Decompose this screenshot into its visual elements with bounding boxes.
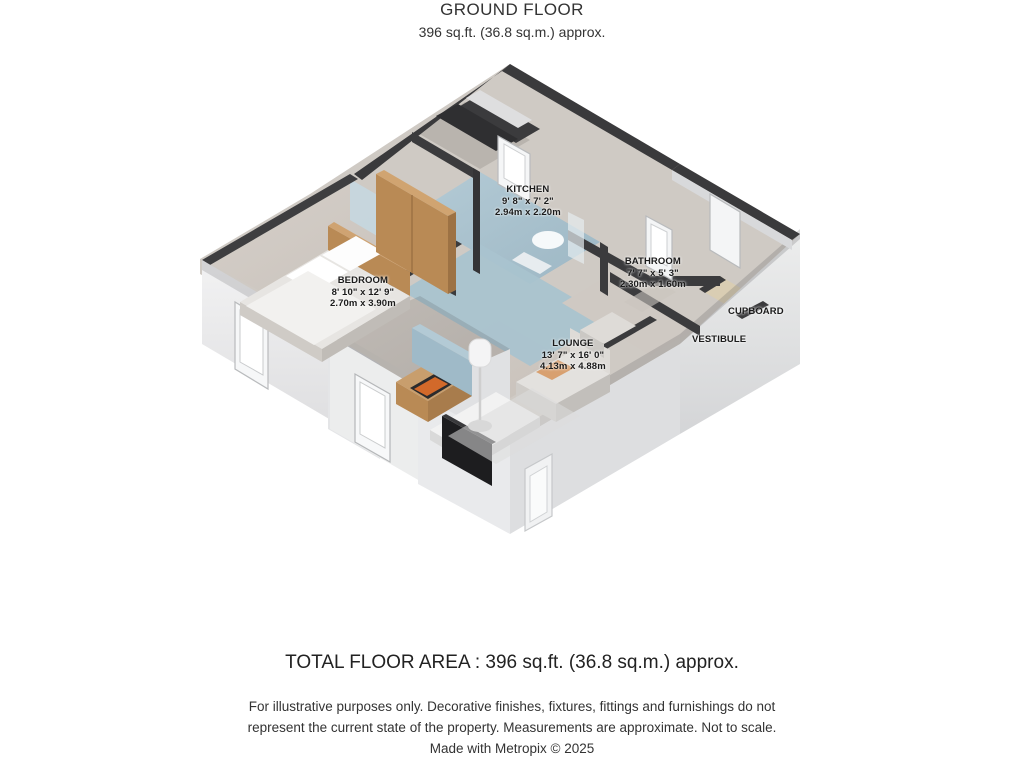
floorplan-stage <box>0 44 1024 634</box>
plan-footer <box>0 650 1024 759</box>
room-dim-metric-lounge: 4.13m x 4.88m <box>540 361 606 372</box>
room-name-kitchen: KITCHEN <box>506 184 550 195</box>
room-label-lounge <box>540 338 606 373</box>
plan-header <box>0 0 1024 42</box>
room-dim-metric-bathroom: 2.30m x 1.60m <box>620 279 686 290</box>
room-dim-imperial-bedroom: 8' 10" x 12' 9" <box>331 286 395 298</box>
room-label-vestibule <box>692 334 746 346</box>
isometric-floorplan <box>180 44 840 624</box>
room-dim-imperial-kitchen: 9' 8" x 7' 2" <box>501 195 554 207</box>
room-name-lounge: LOUNGE <box>552 338 594 349</box>
room-dim-imperial-lounge: 13' 7" x 16' 0" <box>541 349 605 361</box>
room-name-bedroom: BEDROOM <box>337 275 389 286</box>
room-label-kitchen <box>495 184 561 219</box>
room-label-cupboard <box>728 306 784 318</box>
room-label-bathroom <box>620 256 686 291</box>
total-floor-area: TOTAL FLOOR AREA : 396 sq.ft. (36.8 sq.m.) approx. <box>285 652 739 673</box>
room-dim-metric-bedroom: 2.70m x 3.90m <box>330 298 396 309</box>
made-with-credit: Made with Metropix © 2025 <box>429 741 595 756</box>
room-dim-metric-kitchen: 2.94m x 2.20m <box>495 207 561 218</box>
floor-area-subtitle: 396 sq.ft. (36.8 sq.m.) approx. <box>418 24 606 40</box>
disclaimer-line-2: represent the current state of the property. Measurements are approximate. Not to scale. <box>247 720 777 735</box>
room-dim-imperial-bathroom: 7' 7" x 5' 3" <box>626 267 679 279</box>
floor-title: GROUND FLOOR <box>440 0 584 19</box>
room-label-bedroom <box>330 275 396 310</box>
disclaimer-line-1: For illustrative purposes only. Decorative finishes, fixtures, fittings and furnishings do not <box>248 699 776 714</box>
room-name-vestibule: VESTIBULE <box>692 334 747 345</box>
room-name-cupboard: CUPBOARD <box>728 306 784 317</box>
room-name-bathroom: BATHROOM <box>624 256 681 267</box>
